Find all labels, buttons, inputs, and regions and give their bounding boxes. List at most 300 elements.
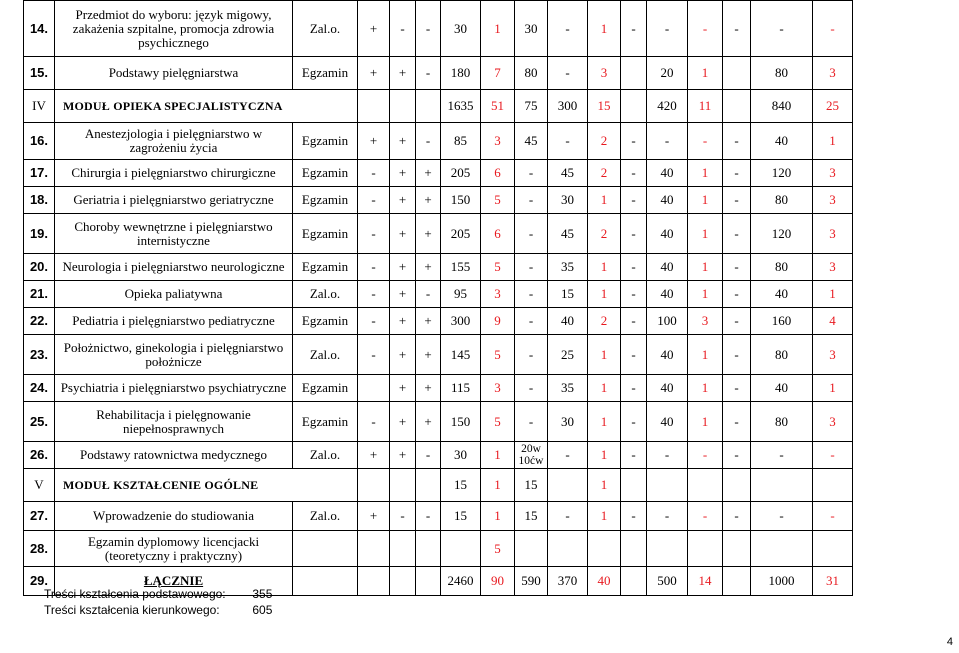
value-cell: 6	[481, 160, 515, 187]
value-cell: +	[390, 281, 416, 308]
subject-name-cell	[55, 254, 293, 281]
assessment-form: Zal.o.	[293, 442, 358, 469]
value-cell	[416, 531, 441, 567]
value-cell: 40	[751, 123, 813, 160]
subject-name: Podstawy ratownictwa medycznego	[79, 447, 267, 462]
value-cell: -	[621, 502, 647, 531]
value-cell: -	[358, 160, 390, 187]
subject-name-cell	[55, 57, 293, 90]
value-cell: -	[515, 214, 548, 254]
value-cell: -	[621, 442, 647, 469]
value-cell: 5	[481, 531, 515, 567]
value-cell: -	[515, 254, 548, 281]
value-cell: -	[688, 1, 723, 57]
footer-basic	[44, 587, 272, 601]
value-cell: 1	[813, 123, 853, 160]
row-number: 27.	[24, 502, 55, 531]
row-number: 17.	[24, 160, 55, 187]
value-cell: -	[723, 375, 751, 402]
value-cell: 31	[813, 567, 853, 596]
value-cell: 180	[441, 57, 481, 90]
value-cell: +	[416, 308, 441, 335]
footer-major	[44, 603, 272, 617]
subject-name-cell	[55, 402, 293, 442]
row-number: 15.	[24, 57, 55, 90]
value-cell: 15	[515, 502, 548, 531]
value-cell: 15	[441, 502, 481, 531]
footer-major-label: Treści kształcenia kierunkowego:	[44, 603, 220, 617]
value-cell: -	[621, 308, 647, 335]
value-cell: 370	[548, 567, 588, 596]
value-cell: -	[723, 123, 751, 160]
value-cell	[390, 531, 416, 567]
footer-basic-value: 355	[252, 587, 273, 601]
value-cell: +	[390, 57, 416, 90]
value-cell	[358, 375, 390, 402]
value-cell: -	[723, 254, 751, 281]
value-cell: -	[515, 308, 548, 335]
value-cell: 9	[481, 308, 515, 335]
subject-name-cell	[55, 281, 293, 308]
table-row	[24, 442, 853, 469]
value-cell: 3	[481, 281, 515, 308]
value-cell: +	[416, 187, 441, 214]
value-cell: 80	[515, 57, 548, 90]
value-cell: -	[621, 214, 647, 254]
row-number: 21.	[24, 281, 55, 308]
assessment-form: Egzamin	[293, 187, 358, 214]
value-cell	[621, 90, 647, 123]
value-cell: 25	[813, 90, 853, 123]
value-cell: 30	[441, 1, 481, 57]
value-cell: -	[515, 187, 548, 214]
subject-name: Neurologia i pielęgniarstwo neurologiczne	[62, 259, 285, 274]
section-title: MODUŁ KSZTAŁCENIE OGÓLNE	[63, 478, 259, 492]
section-row	[24, 469, 853, 502]
value-cell	[647, 531, 688, 567]
value-cell: 155	[441, 254, 481, 281]
value-cell: -	[358, 335, 390, 375]
value-cell: -	[416, 281, 441, 308]
table-row	[24, 308, 853, 335]
value-cell	[647, 469, 688, 502]
value-cell: 15	[515, 469, 548, 502]
value-cell: 40	[751, 375, 813, 402]
value-cell: 1	[688, 57, 723, 90]
value-cell: +	[390, 442, 416, 469]
value-cell: 145	[441, 335, 481, 375]
value-cell	[621, 57, 647, 90]
value-cell: 420	[647, 90, 688, 123]
value-cell	[390, 567, 416, 596]
row-number: 22.	[24, 308, 55, 335]
value-cell	[515, 531, 548, 567]
value-cell: -	[358, 402, 390, 442]
subject-name: Chirurgia i pielęgniarstwo chirurgiczne	[71, 165, 276, 180]
value-cell	[621, 469, 647, 502]
value-cell: 115	[441, 375, 481, 402]
value-cell: 80	[751, 57, 813, 90]
value-cell: -	[723, 442, 751, 469]
value-cell: 30	[548, 402, 588, 442]
value-cell: -	[688, 442, 723, 469]
value-cell: 1	[813, 375, 853, 402]
row-number: 26.	[24, 442, 55, 469]
value-cell: 51	[481, 90, 515, 123]
value-cell: -	[688, 502, 723, 531]
value-cell: 5	[481, 187, 515, 214]
value-cell: 1	[588, 335, 621, 375]
assessment-form: Egzamin	[293, 123, 358, 160]
value-cell: -	[621, 335, 647, 375]
assessment-form: Zal.o.	[293, 1, 358, 57]
value-cell: 1635	[441, 90, 481, 123]
value-cell: -	[390, 502, 416, 531]
value-cell: 14	[688, 567, 723, 596]
row-number: 25.	[24, 402, 55, 442]
value-cell: 1	[588, 187, 621, 214]
value-cell: 45	[548, 214, 588, 254]
table-row	[24, 531, 853, 567]
value-cell: 120	[751, 160, 813, 187]
value-cell: -	[621, 281, 647, 308]
value-cell: -	[723, 160, 751, 187]
value-cell: 80	[751, 402, 813, 442]
value-cell: -	[647, 502, 688, 531]
value-cell: -	[621, 160, 647, 187]
value-cell: +	[390, 402, 416, 442]
value-cell: -	[515, 281, 548, 308]
value-cell: -	[723, 402, 751, 442]
value-cell: 5	[481, 335, 515, 375]
subject-name-cell	[55, 375, 293, 402]
section-number: IV	[24, 90, 55, 123]
value-cell	[751, 531, 813, 567]
subject-name: Przedmiot do wyboru: język migowy, zakażenia szpitalne, promocja zdrowia psychicznego	[72, 6, 275, 50]
curriculum-table-body	[24, 1, 853, 596]
value-cell: 1	[688, 214, 723, 254]
value-cell: 1	[688, 187, 723, 214]
subject-name: Położnictwo, ginekologia i pielęgniarstwo położnicze	[63, 339, 284, 369]
value-cell: 80	[751, 187, 813, 214]
value-cell: -	[621, 402, 647, 442]
page-number: 4	[946, 636, 953, 648]
value-cell: -	[548, 123, 588, 160]
value-cell: 1	[588, 442, 621, 469]
subject-name: Choroby wewnętrzne i pielęgniarstwo internistyczne	[74, 218, 273, 248]
value-cell: 1	[588, 1, 621, 57]
footer-major-value: 605	[252, 603, 273, 617]
value-cell: 3	[481, 375, 515, 402]
value-cell: 80	[751, 254, 813, 281]
value-cell: 1	[481, 1, 515, 57]
value-cell: -	[515, 335, 548, 375]
value-cell: 1000	[751, 567, 813, 596]
value-cell: 80	[751, 335, 813, 375]
table-row	[24, 254, 853, 281]
value-cell: +	[358, 123, 390, 160]
value-cell: +	[390, 187, 416, 214]
value-cell: +	[358, 57, 390, 90]
value-cell: 95	[441, 281, 481, 308]
value-cell: -	[416, 57, 441, 90]
value-cell: 3	[813, 160, 853, 187]
value-cell: 45	[548, 160, 588, 187]
subject-name: Egzamin dyplomowy licencjacki (teoretyczny i praktyczny)	[87, 533, 260, 563]
value-cell: -	[548, 1, 588, 57]
value-cell: 40	[647, 160, 688, 187]
value-cell: 1	[588, 281, 621, 308]
row-number: 24.	[24, 375, 55, 402]
value-cell: 40	[647, 335, 688, 375]
value-cell: -	[621, 187, 647, 214]
value-cell: 3	[813, 335, 853, 375]
value-cell: -	[723, 308, 751, 335]
value-cell: 7	[481, 57, 515, 90]
section-row	[24, 90, 853, 123]
section-title-cell	[55, 469, 358, 502]
value-cell: +	[416, 160, 441, 187]
value-cell: -	[358, 281, 390, 308]
value-cell: 25	[548, 335, 588, 375]
section-number: V	[24, 469, 55, 502]
value-cell: 5	[481, 402, 515, 442]
value-cell: +	[416, 402, 441, 442]
value-cell: 1	[588, 254, 621, 281]
value-cell: -	[548, 502, 588, 531]
value-cell: -	[647, 1, 688, 57]
value-cell	[813, 469, 853, 502]
value-cell: -	[416, 1, 441, 57]
value-cell: -	[751, 442, 813, 469]
section-title-cell	[55, 90, 358, 123]
value-cell: 1	[481, 469, 515, 502]
value-cell: -	[647, 123, 688, 160]
assessment-form: Zal.o.	[293, 502, 358, 531]
table-row	[24, 402, 853, 442]
value-cell: -	[515, 375, 548, 402]
table-row	[24, 502, 853, 531]
value-cell: 30	[515, 1, 548, 57]
value-cell: 75	[515, 90, 548, 123]
value-cell: 2	[588, 123, 621, 160]
value-cell: 45	[515, 123, 548, 160]
value-cell: 40	[751, 281, 813, 308]
value-cell	[358, 531, 390, 567]
value-cell: 100	[647, 308, 688, 335]
value-cell: 15	[441, 469, 481, 502]
value-cell: 3	[688, 308, 723, 335]
value-cell: -	[621, 123, 647, 160]
value-cell: 90	[481, 567, 515, 596]
subject-name-cell	[55, 123, 293, 160]
value-cell: 1	[688, 375, 723, 402]
value-cell: 300	[441, 308, 481, 335]
value-cell	[751, 469, 813, 502]
section-title: MODUŁ OPIEKA SPECJALISTYCZNA	[63, 99, 283, 113]
table-row	[24, 1, 853, 57]
subject-name: Psychiatria i pielęgniarstwo psychiatryczne	[60, 380, 287, 395]
value-cell: -	[358, 308, 390, 335]
value-cell: 1	[688, 281, 723, 308]
row-number: 18.	[24, 187, 55, 214]
table-row	[24, 214, 853, 254]
value-cell	[390, 469, 416, 502]
table-row	[24, 281, 853, 308]
value-cell: -	[416, 442, 441, 469]
value-cell: 3	[481, 123, 515, 160]
value-cell: -	[751, 502, 813, 531]
value-cell: -	[723, 335, 751, 375]
subject-name-cell	[55, 335, 293, 375]
value-cell: 1	[588, 469, 621, 502]
value-cell: -	[548, 442, 588, 469]
assessment-form: Egzamin	[293, 254, 358, 281]
value-cell: 3	[813, 187, 853, 214]
table-row	[24, 375, 853, 402]
value-cell: 1	[481, 442, 515, 469]
value-cell: +	[416, 335, 441, 375]
subject-name-cell	[55, 308, 293, 335]
table-row	[24, 335, 853, 375]
value-cell	[688, 531, 723, 567]
value-cell: -	[751, 1, 813, 57]
subject-name: Geriatria i pielęgniarstwo geriatryczne	[73, 192, 274, 207]
value-cell: 20	[647, 57, 688, 90]
subject-name: Podstawy pielęgniarstwa	[108, 65, 239, 80]
value-cell: +	[358, 1, 390, 57]
value-cell: 1	[588, 402, 621, 442]
value-cell: 30	[548, 187, 588, 214]
value-cell: -	[723, 187, 751, 214]
value-cell: -	[688, 123, 723, 160]
value-cell: +	[416, 375, 441, 402]
value-cell: 40	[647, 402, 688, 442]
value-cell: -	[723, 1, 751, 57]
value-cell: 40	[548, 308, 588, 335]
value-cell: +	[390, 308, 416, 335]
value-cell: 5	[481, 254, 515, 281]
value-cell: 6	[481, 214, 515, 254]
assessment-form: Zal.o.	[293, 335, 358, 375]
value-cell	[621, 531, 647, 567]
footer-basic-label: Treści kształcenia podstawowego:	[44, 587, 226, 601]
assessment-form: Egzamin	[293, 160, 358, 187]
value-cell	[390, 90, 416, 123]
value-cell: -	[723, 502, 751, 531]
value-cell: 35	[548, 375, 588, 402]
subject-name-cell	[55, 187, 293, 214]
value-cell: +	[390, 123, 416, 160]
value-cell: -	[548, 57, 588, 90]
value-cell	[548, 469, 588, 502]
value-cell: -	[416, 502, 441, 531]
value-cell	[548, 531, 588, 567]
value-cell: 1	[688, 402, 723, 442]
value-cell: -	[647, 442, 688, 469]
subject-name: Pediatria i pielęgniarstwo pediatryczne	[72, 313, 275, 328]
value-cell: 35	[548, 254, 588, 281]
value-cell: 160	[751, 308, 813, 335]
value-cell: 1	[813, 281, 853, 308]
value-cell	[621, 567, 647, 596]
assessment-form: Zal.o.	[293, 281, 358, 308]
value-cell: 2	[588, 308, 621, 335]
value-cell: 40	[647, 281, 688, 308]
value-cell: 1	[688, 254, 723, 281]
value-cell: 1	[588, 502, 621, 531]
value-cell: 15	[548, 281, 588, 308]
value-cell	[723, 567, 751, 596]
assessment-form: Egzamin	[293, 375, 358, 402]
value-cell	[416, 469, 441, 502]
row-number: 16.	[24, 123, 55, 160]
subject-name: ŁĄCZNIE	[143, 573, 204, 588]
value-cell: -	[358, 214, 390, 254]
value-cell: 2460	[441, 567, 481, 596]
row-number: 14.	[24, 1, 55, 57]
row-number: 28.	[24, 531, 55, 567]
subject-name-cell	[55, 442, 293, 469]
value-cell: +	[358, 502, 390, 531]
value-cell	[358, 469, 390, 502]
value-cell: 3	[813, 402, 853, 442]
value-cell	[688, 469, 723, 502]
value-cell: +	[390, 375, 416, 402]
value-cell: 840	[751, 90, 813, 123]
row-number: 20.	[24, 254, 55, 281]
value-cell: 40	[588, 567, 621, 596]
value-cell: 40	[647, 187, 688, 214]
row-number: 23.	[24, 335, 55, 375]
row-number: 29.	[24, 567, 55, 596]
curriculum-table	[23, 0, 853, 596]
value-cell: -	[416, 123, 441, 160]
value-cell: -	[723, 214, 751, 254]
value-cell: 205	[441, 160, 481, 187]
value-cell: -	[621, 254, 647, 281]
value-cell: -	[515, 402, 548, 442]
value-cell: 3	[813, 254, 853, 281]
value-cell	[358, 90, 390, 123]
value-cell: +	[358, 442, 390, 469]
table-row	[24, 123, 853, 160]
value-cell: -	[621, 1, 647, 57]
assessment-form	[293, 531, 358, 567]
row-number: 19.	[24, 214, 55, 254]
value-cell: 3	[813, 57, 853, 90]
value-cell	[358, 567, 390, 596]
value-cell: -	[813, 442, 853, 469]
value-cell: -	[621, 375, 647, 402]
value-cell: 120	[751, 214, 813, 254]
value-cell: 150	[441, 402, 481, 442]
value-cell: +	[390, 160, 416, 187]
subject-name-cell	[55, 531, 293, 567]
value-cell	[588, 531, 621, 567]
value-cell: 2	[588, 214, 621, 254]
value-cell: 1	[481, 502, 515, 531]
assessment-form	[293, 567, 358, 596]
table-row	[24, 187, 853, 214]
table-row	[24, 57, 853, 90]
value-cell	[416, 567, 441, 596]
subject-name-cell	[55, 160, 293, 187]
assessment-form: Egzamin	[293, 214, 358, 254]
assessment-form: Egzamin	[293, 308, 358, 335]
subject-name-cell	[55, 214, 293, 254]
value-cell: -	[813, 502, 853, 531]
